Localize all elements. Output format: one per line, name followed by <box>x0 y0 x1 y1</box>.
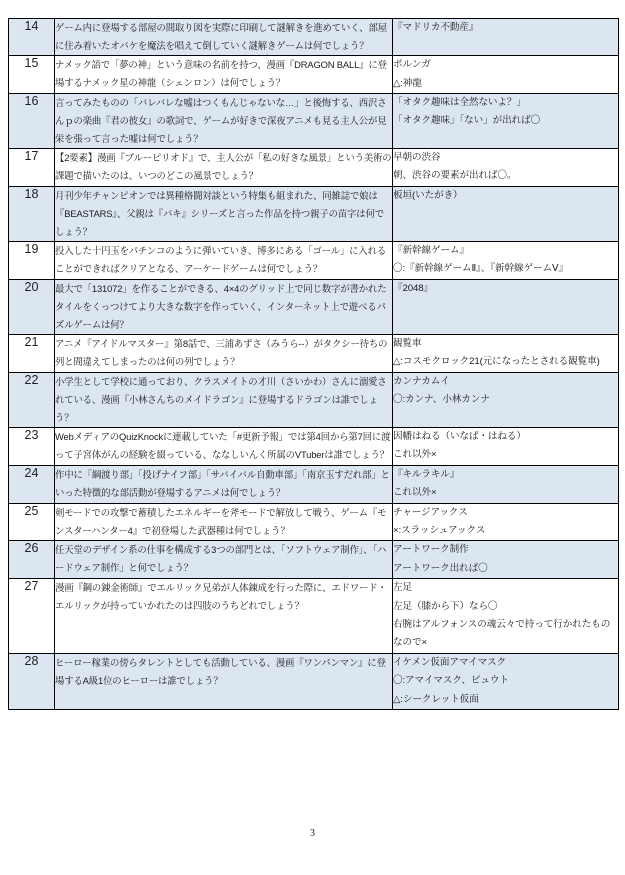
answer-line: 左足（膝から下）なら〇 <box>393 600 498 612</box>
answer-line: 「オタク趣味」「ない」が出れば〇 <box>393 115 541 127</box>
answer-line: △:神龍 <box>393 77 422 89</box>
question-text: 漫画『鋼の錬金術師』でエルリック兄弟が人体錬成を行った際に、エドワード・エルリックが持っていかれたのは四肢のうちどれでしょう？ <box>55 582 387 612</box>
answer-line: 右腕はアルフォンスの魂云々で持って行かれたものなので× <box>393 618 611 649</box>
answer-line: アートワーク出れば〇 <box>393 562 488 574</box>
question-text: 剣モードでの攻撃で蓄積したエネルギーを斧モードで解放して戦う、ゲーム『モンスターハンター4』で初登場した武器種は何でしょう？ <box>55 506 387 536</box>
table-row <box>9 427 619 465</box>
answer-line: 早朝の渋谷 <box>393 152 441 164</box>
answer-cell <box>393 579 619 654</box>
answer-line: これ以外× <box>393 449 437 461</box>
answer-line: 〇:『新幹線ゲームⅡ』、『新幹線ゲームⅤ』 <box>393 263 568 275</box>
question-text: ヒーロー稼業の傍らタレントとしても活動している、漫画『ワンパンマン』に登場するA級1位のヒーローは誰でしょう？ <box>55 656 386 686</box>
answer-cell <box>393 56 619 94</box>
question-text: 言ってみたものの「バレバレな嘘はつくもんじゃないな…」と後悔する、西沢さんｐの楽曲『君の彼女』の歌詞で、ゲームが好きで深夜アニメも見る主人公が見栄を張って言った嘘は何でしょう？ <box>55 96 387 144</box>
question-text-cell <box>55 653 393 709</box>
table-row <box>9 149 619 187</box>
question-text: アニメ『アイドルマスター』第8話で、三浦あずさ（みうら‐‐）がタクシー待ちの列と間違えてしまったのは何の列でしょう？ <box>55 337 388 367</box>
question-text-cell <box>55 149 393 187</box>
question-number-cell: 17 <box>9 149 55 187</box>
answer-line: アートワーク制作 <box>393 544 469 556</box>
answer-line: 「オタク趣味は全然ないよ？」 <box>393 96 526 108</box>
answer-line: 『新幹線ゲーム』 <box>393 245 469 256</box>
answer-line: 左足 <box>393 582 412 594</box>
table-row <box>9 541 619 579</box>
quiz-table-wrapper <box>8 18 617 710</box>
answer-cell <box>393 242 619 280</box>
answer-line: △:コスモクロック21(元になったとされる観覧車) <box>393 356 600 368</box>
question-text: 任天堂のデザイン系の仕事を構成する3つの部門とは、「ソフトウェア制作」、「ハードウェア制作」と何でしょう？ <box>55 544 387 574</box>
answer-cell <box>393 541 619 579</box>
question-text: ゲーム内に登場する部屋の間取り図を実際に印刷して謎解きを進めていく、部屋に住み着いたオバケを魔法を唱えて倒していく謎解きゲームは何でしょう？ <box>55 22 387 52</box>
answer-line: 『2048』 <box>393 282 433 294</box>
question-text-cell <box>55 334 393 372</box>
answer-line: 因幡はねる（いなば・はねる） <box>393 430 526 442</box>
answer-cell <box>393 19 619 56</box>
answer-line: 『マドリカ不動産』 <box>393 22 479 33</box>
answer-cell <box>393 427 619 465</box>
table-row <box>9 242 619 280</box>
question-number-cell: 21 <box>9 334 55 372</box>
table-row <box>9 56 619 94</box>
answer-line: 観覧車 <box>393 337 422 349</box>
question-number-cell: 22 <box>9 372 55 427</box>
quiz-table-body <box>9 19 619 710</box>
question-text-cell <box>55 541 393 579</box>
answer-line: イケメン仮面アマイマスク <box>393 656 507 668</box>
question-number-cell: 18 <box>9 186 55 241</box>
question-text-cell <box>55 93 393 148</box>
question-text-cell <box>55 242 393 280</box>
table-row <box>9 279 619 334</box>
table-row <box>9 19 619 56</box>
question-number-cell: 16 <box>9 93 55 148</box>
question-text-cell <box>55 186 393 241</box>
answer-cell <box>393 465 619 503</box>
answer-cell <box>393 93 619 148</box>
answer-line: △:シークレット仮面 <box>393 693 479 705</box>
table-row <box>9 334 619 372</box>
question-text-cell <box>55 427 393 465</box>
answer-line: ×:スラッシュアックス <box>393 524 486 536</box>
question-text-cell <box>55 579 393 654</box>
answer-cell <box>393 503 619 541</box>
answer-line: これ以外× <box>393 487 437 499</box>
question-text-cell <box>55 503 393 541</box>
answer-line: 朝、渋谷の要素が出れば〇。 <box>393 170 517 182</box>
question-text-cell <box>55 465 393 503</box>
question-number-cell: 25 <box>9 503 55 541</box>
question-number-cell: 24 <box>9 465 55 503</box>
question-text: 投入した十円玉をパチンコのように弾いていき、博多にある「ゴール」に入れることができればクリアとなる、アーケードゲームは何でしょう？ <box>55 245 387 275</box>
answer-line: ポルンガ <box>393 59 431 71</box>
question-text-cell <box>55 372 393 427</box>
answer-cell <box>393 653 619 709</box>
question-text: 月刊少年チャンピオンでは異種格闘対談という特集も組まれた、同雑誌で娘は『BEASTARS』、父親は『バキ』シリーズと言った作品を持つ親子の苗字は何でしょう？ <box>55 189 384 237</box>
answer-line: 板垣(いたがき） <box>393 189 463 201</box>
question-text: 作中に「綱渡り部」「投げナイフ部」「サバイバル自動車部」「南京玉すだれ部」といった特徴的な部活動が登場するアニメは何でしょう？ <box>55 468 390 498</box>
question-text-cell <box>55 19 393 56</box>
table-row <box>9 579 619 654</box>
question-number-cell: 23 <box>9 427 55 465</box>
question-number-cell: 19 <box>9 242 55 280</box>
question-text-cell <box>55 56 393 94</box>
table-row <box>9 465 619 503</box>
quiz-table <box>8 18 619 710</box>
answer-cell <box>393 334 619 372</box>
table-row <box>9 93 619 148</box>
question-text: ナメック語で「夢の神」という意味の名前を持つ、漫画『DRAGON BALL』に登場するナメック星の神龍（シェンロン）は何でしょう？ <box>55 59 387 89</box>
question-text-cell <box>55 279 393 334</box>
answer-line: 〇:アマイマスク、ビュウト <box>393 675 509 687</box>
question-number-cell: 14 <box>9 19 55 56</box>
table-row <box>9 186 619 241</box>
answer-cell <box>393 279 619 334</box>
answer-cell <box>393 186 619 241</box>
table-row <box>9 503 619 541</box>
question-number-cell: 15 <box>9 56 55 94</box>
answer-cell <box>393 372 619 427</box>
question-number-cell: 27 <box>9 579 55 654</box>
question-text: 【2要素】漫画『ブルーピリオド』で、主人公が「私の好きな風景」という美術の課題で描いたのは、いつのどこの風景でしょう？ <box>55 152 392 182</box>
page-number: 3 <box>310 828 315 839</box>
table-row <box>9 372 619 427</box>
question-number-cell: 26 <box>9 541 55 579</box>
question-text: 小学生として学校に通っており、クラスメイトの才川（さいかわ）さんに溺愛されている、漫画『小林さんちのメイドラゴン』に登場するドラゴンは誰でしょう？ <box>55 375 387 423</box>
question-text: WebメディアのQuizKnockに連載していた「#更新予報」では第4回から第7回に渡って子宮体がんの経験を綴っている、ななしいんく所属のVTuberは誰でしょう？ <box>55 430 391 460</box>
table-row <box>9 653 619 709</box>
answer-line: チャージアックス <box>393 506 468 518</box>
answer-line: 〇:カンナ、小林カンナ <box>393 394 490 406</box>
answer-cell <box>393 149 619 187</box>
answer-line: 『キルラキル』 <box>393 468 460 480</box>
question-number-cell: 28 <box>9 653 55 709</box>
answer-line: カンナカムイ <box>393 375 450 387</box>
question-number-cell: 20 <box>9 279 55 334</box>
question-text: 最大で「131072」を作ることができる、4×4のグリッド上で同じ数字が書かれたタイルをくっつけてより大きな数字を作っていく、インターネット上で遊べるパズルゲームは何？ <box>55 282 387 330</box>
